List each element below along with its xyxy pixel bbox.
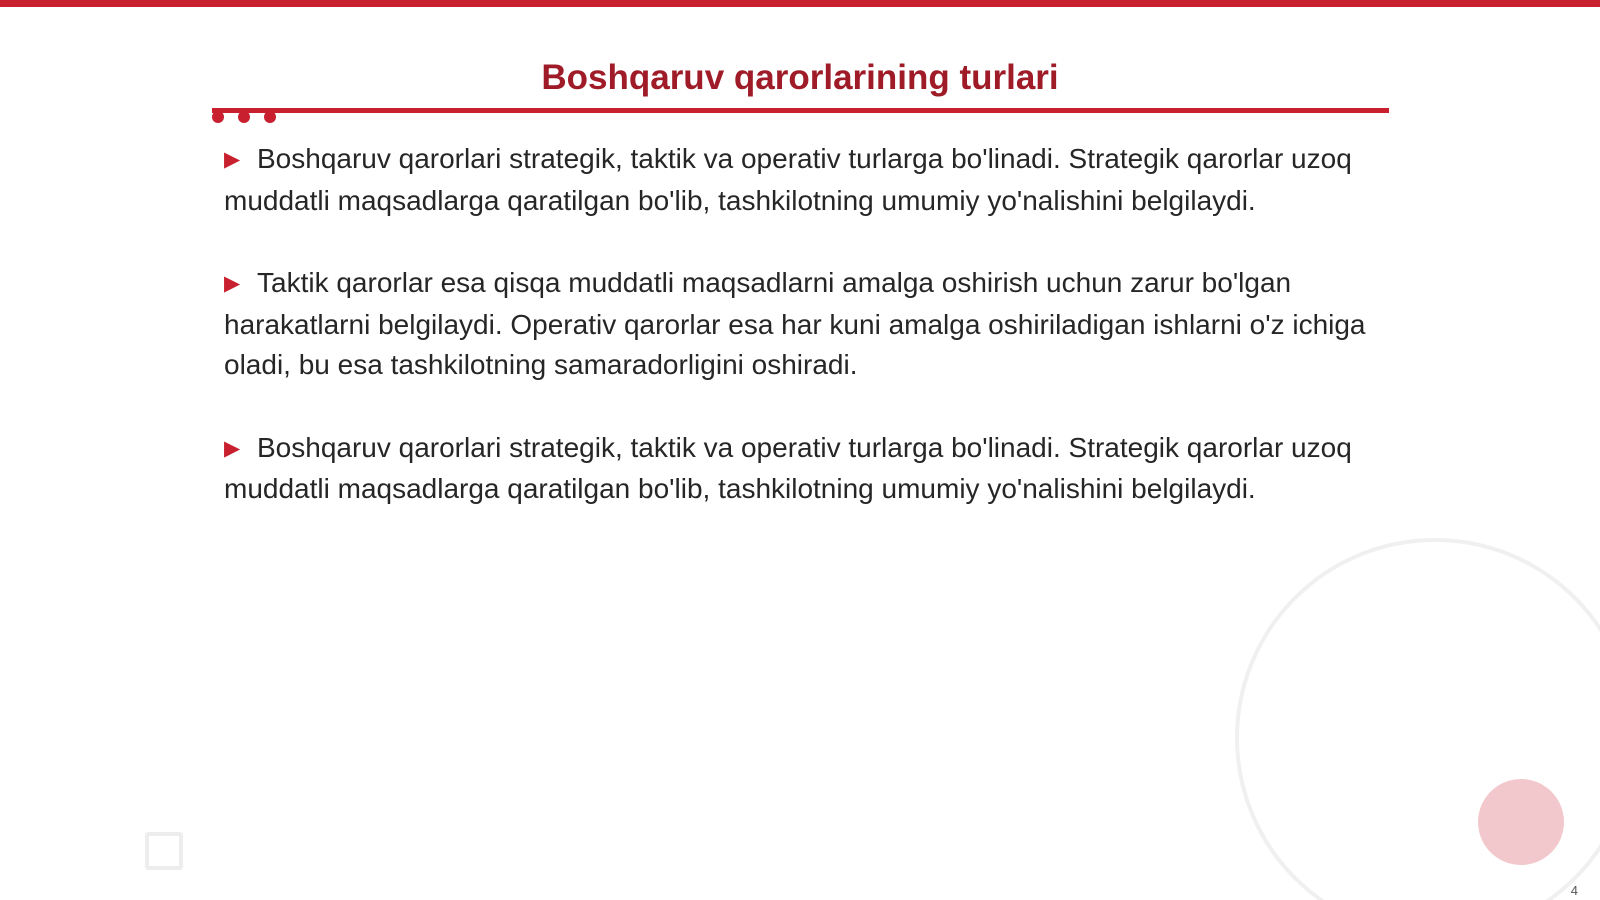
slide-body xyxy=(224,139,1374,552)
page-number: 4 xyxy=(1570,883,1578,898)
bullet-arrow-icon: ▶ xyxy=(224,148,241,171)
decorative-dot xyxy=(264,111,276,123)
decorative-dot xyxy=(212,111,224,123)
paragraph-text: Taktik qarorlar esa qisqa muddatli maqsadlarni amalga oshirish uchun zarur bo'lgan harakatlarni belgilaydi. Operativ qarorlar esa har kuni amalga oshiriladigan ishlarni o'z ichiga oladi, bu esa tashkilotning samaradorligini oshiradi. xyxy=(224,267,1366,380)
decorative-dot xyxy=(238,111,250,123)
bullet-paragraph-3 xyxy=(224,428,1374,510)
decorative-square xyxy=(145,832,183,870)
decorative-pink-circle xyxy=(1478,779,1564,865)
title-underline xyxy=(212,108,1389,113)
paragraph-text: Boshqaruv qarorlari strategik, taktik va operativ turlarga bo'linadi. Strategik qarorlar uzoq muddatli maqsadlarga qaratilgan bo'lib, tashkilotning umumiy yo'nalishini belgilaydi. xyxy=(224,143,1352,216)
bullet-arrow-icon: ▶ xyxy=(224,436,241,460)
bullet-paragraph-2 xyxy=(224,263,1374,386)
slide-title: Boshqaruv qarorlarining turlari xyxy=(541,58,1059,97)
paragraph-text: Boshqaruv qarorlari strategik, taktik va operativ turlarga bo'linadi. Strategik qarorlar uzoq muddatli maqsadlarga qaratilgan bo'lib, tashkilotning umumiy yo'nalishini belgilaydi. xyxy=(224,431,1352,504)
bullet-paragraph-1 xyxy=(224,139,1374,221)
top-accent-bar xyxy=(0,0,1600,7)
bullet-arrow-icon: ▶ xyxy=(224,272,241,295)
